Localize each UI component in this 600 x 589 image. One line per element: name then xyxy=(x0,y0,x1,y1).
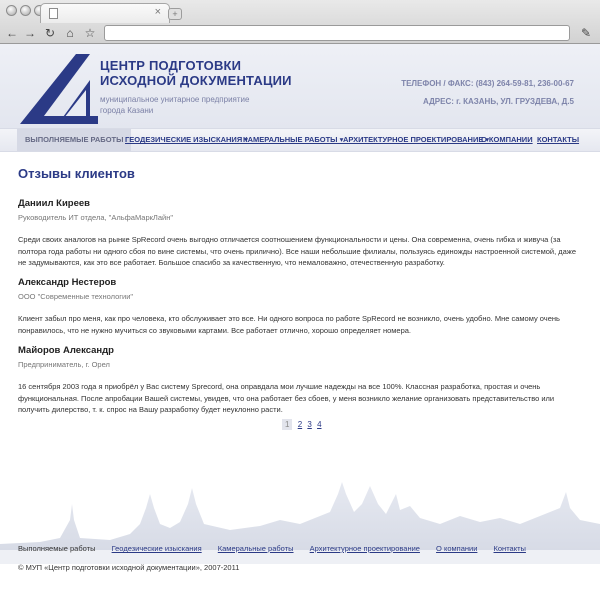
back-icon[interactable]: ← xyxy=(6,26,18,40)
footer-link-geodesy[interactable]: Геодезические изыскания xyxy=(111,544,202,553)
menu-item-contacts[interactable]: КОНТАКТЫ xyxy=(537,135,580,144)
footer-link-architecture[interactable]: Архитектурное проектирование xyxy=(309,544,420,553)
footer-link-contacts[interactable]: Контакты xyxy=(493,544,526,553)
footer-link-cameral[interactable]: Камеральные работы xyxy=(217,544,294,553)
page-title: Отзывы клиентов xyxy=(18,166,135,181)
navigation-bar xyxy=(0,22,600,44)
menu-item-geodesy[interactable]: ГЕОДЕЗИЧЕСКИЕ ИЗЫСКАНИЯ ▾ xyxy=(125,135,249,144)
review-item xyxy=(18,277,578,336)
contact-address: АДРЕС: г. КАЗАНЬ, УЛ. ГРУЗДЕВА, Д.5 xyxy=(423,97,574,106)
review-author: Александр Нестеров xyxy=(18,277,117,288)
company-logo[interactable] xyxy=(18,50,98,126)
new-tab-button[interactable]: + xyxy=(168,8,182,20)
forward-icon[interactable]: → xyxy=(24,26,36,40)
footer-link-works[interactable]: Выполняемые работы xyxy=(18,544,96,553)
page-link[interactable]: 2 xyxy=(297,420,303,429)
page-icon xyxy=(49,8,58,19)
contact-phone: ТЕЛЕФОН / ФАКС: (843) 264-59-81, 236-00-67 xyxy=(401,79,574,88)
footer-link-about[interactable]: О компании xyxy=(436,544,478,553)
wrench-icon[interactable]: ✎ xyxy=(580,26,592,40)
site-header xyxy=(0,44,600,128)
review-organization: Руководитель ИТ отдела, "АльфаМаркЛайн" xyxy=(18,213,173,222)
minimize-window-button[interactable] xyxy=(20,5,31,16)
review-text: Среди своих аналогов на рынке SpRecord очень выгодно отличается соотношением функциональности и цены. Она современна, очень гибка и живуча (за полтора года работы ни одного сбоя по вине системы, что очень прилично). Все наши небольшие филиалы, пользуясь единожды настроенной системой, даже не задумываются, как это все работает. Большое спасибо за качественную, что немаловажно, отечественную разработку. xyxy=(18,235,576,267)
bookmark-star-icon[interactable]: ☆ xyxy=(84,26,96,40)
menu-item-about[interactable]: О КОМПАНИИ xyxy=(481,135,533,144)
review-author: Даниил Киреев xyxy=(18,198,90,209)
page-link-current: 1 xyxy=(282,419,292,430)
review-organization: ООО "Современные технологии" xyxy=(18,292,134,301)
page-link[interactable]: 3 xyxy=(307,420,312,429)
menu-item-architecture[interactable]: АРХИТЕКТУРНОЕ ПРОЕКТИРОВАНИЕ ▾ xyxy=(343,135,490,144)
brand-sub-line1: муниципальное унитарное предприятие xyxy=(100,95,250,104)
brand-subtitle xyxy=(100,94,270,116)
reload-icon[interactable]: ↻ xyxy=(44,26,56,40)
review-text: 16 сентября 2003 года я приобрёл у Вас систему Sprecord, она оправдала мои лучшие надежды на все 100%. Классная разработка, простая и очень функциональная. После апробации Вашей системы, увидев, что она работает без сбоев, у меня возникло желание организовать представительство или получить дилерство, т. к. спрос на Вашу разработку будет неуклонно расти. xyxy=(18,382,555,414)
menu-item-works[interactable]: ВЫПОЛНЯЕМЫЕ РАБОТЫ xyxy=(17,129,131,151)
menu-item-cameral[interactable]: КАМЕРАЛЬНЫЕ РАБОТЫ ▾ xyxy=(243,135,344,144)
main-menu xyxy=(0,128,600,152)
copyright: © МУП «Центр подготовки исходной документации», 2007-2011 xyxy=(18,563,240,572)
home-icon[interactable]: ⌂ xyxy=(66,26,74,40)
tab-close-icon[interactable]: × xyxy=(154,6,161,18)
pagination xyxy=(282,419,325,430)
close-window-button[interactable] xyxy=(6,5,17,16)
contact-info xyxy=(401,77,574,109)
footer-links xyxy=(18,544,540,553)
review-organization: Предприниматель, г. Орел xyxy=(18,360,110,369)
browser-tab[interactable] xyxy=(40,3,170,23)
brand-sub-line2: города Казани xyxy=(100,106,154,115)
address-bar[interactable] xyxy=(104,25,570,41)
web-page xyxy=(0,44,600,589)
brand-title-line2: ИСХОДНОЙ ДОКУМЕНТАЦИИ xyxy=(100,73,292,88)
browser-chrome xyxy=(0,0,600,44)
review-author: Майоров Александр xyxy=(18,345,114,356)
review-item xyxy=(18,198,578,269)
review-text: Клиент забыл про меня, как про человека, кто обслуживает это все. Ни одного вопроса по работе SpRecord не возникло, очень удобно. Мне самому очень понравилось, что не нужно мучиться со звуковыми картами. Все работает отлично, хорошо определяет номера. xyxy=(18,314,560,335)
page-link[interactable]: 4 xyxy=(317,420,322,429)
review-item xyxy=(18,345,578,416)
brand-title-line1: ЦЕНТР ПОДГОТОВКИ xyxy=(100,58,242,73)
brand-title[interactable] xyxy=(100,58,300,88)
